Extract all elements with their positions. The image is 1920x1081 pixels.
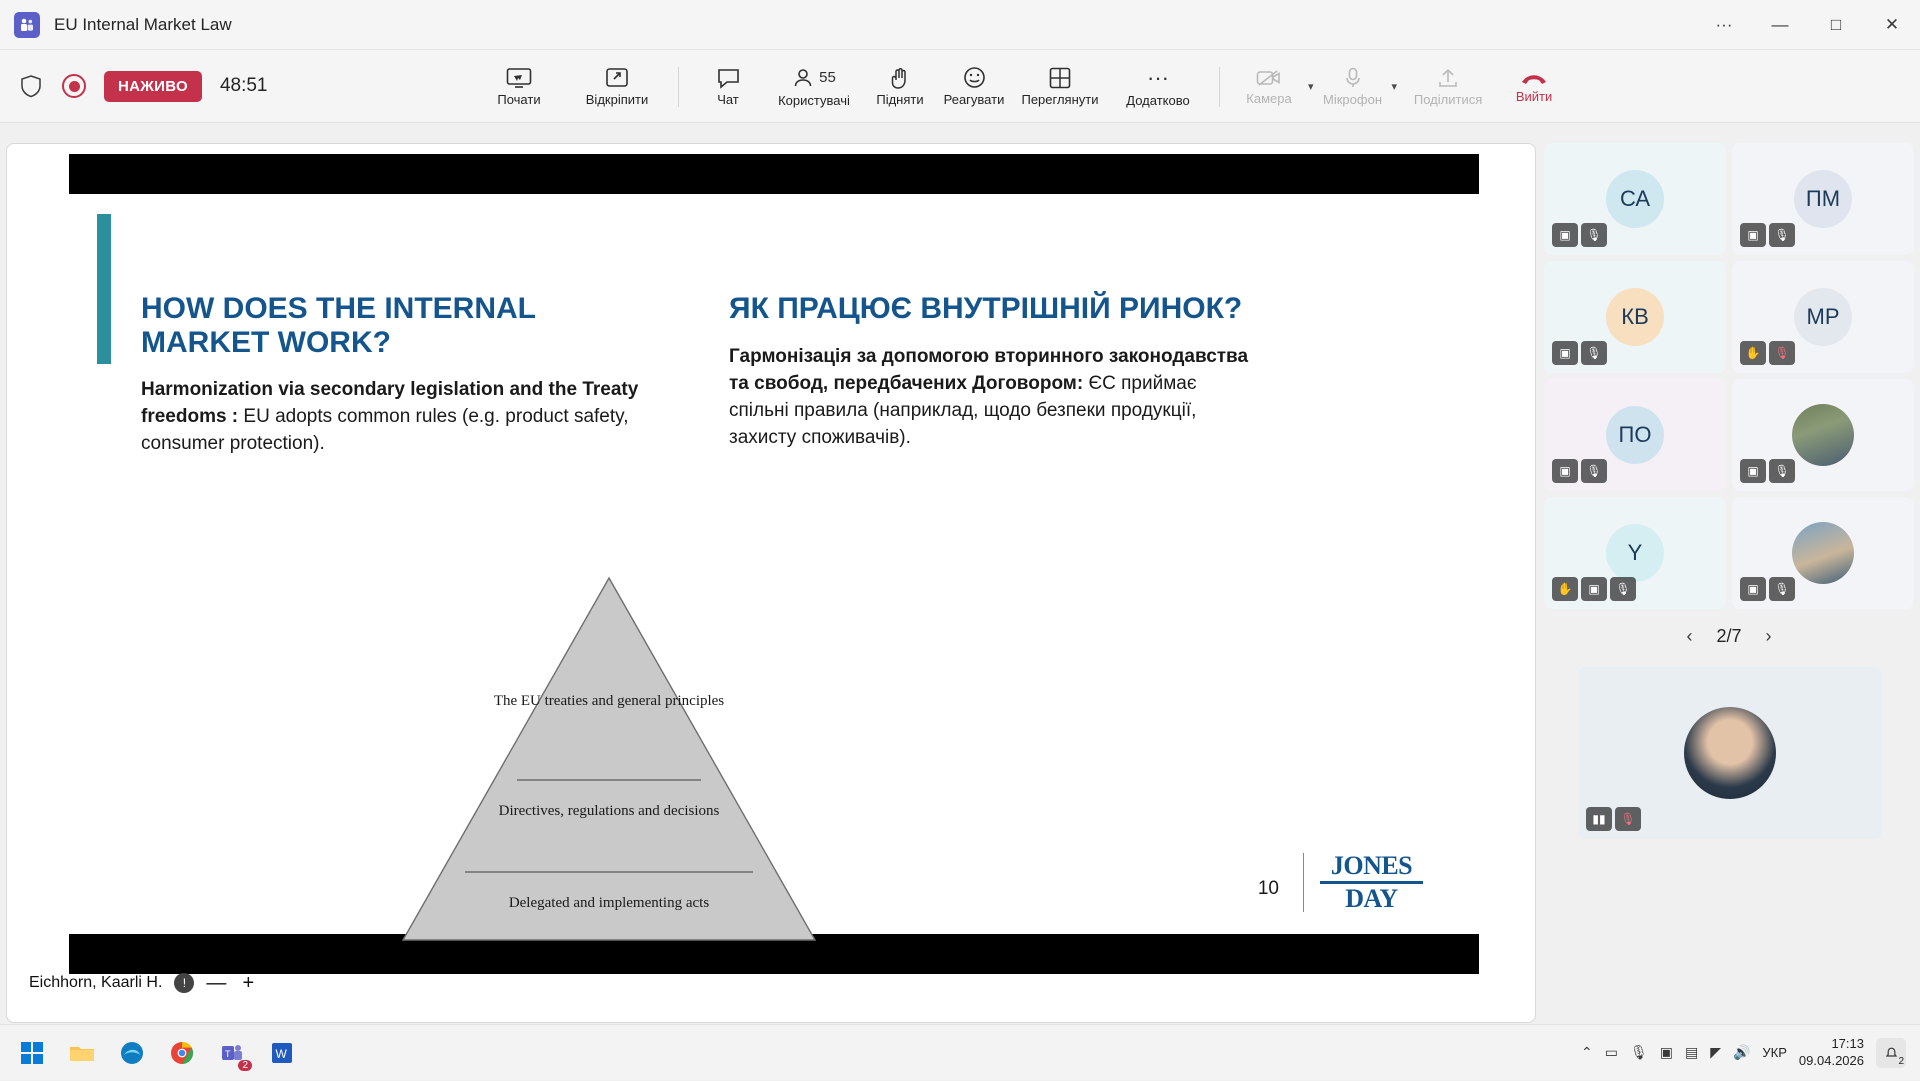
slide-accent-bar (97, 214, 111, 364)
participant-roster (1544, 143, 1914, 839)
chat-icon (716, 67, 741, 89)
svg-text:W: W (275, 1046, 287, 1061)
reactions-icon (963, 66, 986, 89)
self-video-tile[interactable] (1578, 667, 1882, 839)
avatar: МР (1794, 288, 1852, 346)
microsoft-teams-icon[interactable] (210, 1031, 254, 1075)
microsoft-word-icon[interactable] (260, 1031, 304, 1075)
monitor-icon[interactable]: ▭ (1604, 1044, 1618, 1060)
participant-tile[interactable] (1732, 261, 1914, 373)
tile-badges (1740, 459, 1795, 483)
mic-off-icon: 🎙 (1769, 223, 1795, 247)
mic-off-icon: 🎙 (1769, 577, 1795, 601)
close-button[interactable]: ✕ (1884, 15, 1900, 34)
more-button[interactable] (1109, 54, 1207, 120)
slide-content (69, 194, 1479, 934)
hand-icon: ✋ (1552, 577, 1578, 601)
avatar: ПО (1606, 406, 1664, 464)
avatar (1792, 404, 1854, 466)
live-badge: НАЖИВО (104, 71, 202, 102)
video-off-icon: ▣ (1740, 459, 1766, 483)
record-icon[interactable] (62, 74, 86, 98)
slide-body-english: EU adopts common rules (e.g. product safety, consumer protection). (141, 406, 629, 455)
zoom-in-button[interactable]: + (242, 971, 255, 994)
wifi-icon[interactable]: ◤ (1710, 1044, 1721, 1060)
notification-count: 2 (1898, 1055, 1904, 1067)
presenter-info-bar (29, 966, 258, 1000)
video-off-icon: ▣ (1740, 223, 1766, 247)
video-off-icon: ▣ (1552, 341, 1578, 365)
avatar (1684, 707, 1776, 799)
mic-off-icon: 🎙 (1581, 223, 1607, 247)
share-icon (1437, 67, 1459, 89)
window-more-button[interactable]: ··· (1715, 15, 1733, 34)
presentation-slide[interactable] (69, 154, 1479, 974)
raise-hand-button[interactable] (863, 54, 937, 120)
participant-count: 55 (819, 68, 836, 86)
slide-paragraph-english (141, 377, 661, 458)
system-tray (1581, 1025, 1920, 1081)
pyramid-label-bottom: Delegated and implementing acts (508, 895, 710, 911)
notification-center-button[interactable] (1876, 1038, 1906, 1068)
pyramid-label-middle: Directives, regulations and decisions (498, 803, 720, 819)
meeting-toolbar (0, 50, 1920, 123)
present-screen-button[interactable] (470, 54, 568, 120)
view-label: Переглянути (1021, 91, 1099, 107)
camera-label: Камера (1246, 90, 1292, 106)
teams-icon (14, 12, 40, 38)
reactions-button[interactable] (937, 54, 1011, 120)
tile-badges (1552, 459, 1607, 483)
exclamation-icon: ! (174, 973, 194, 993)
video-off-icon: ▣ (1581, 577, 1607, 601)
mic-icon (1344, 67, 1362, 89)
participant-tile[interactable] (1732, 379, 1914, 491)
tile-badges (1552, 577, 1636, 601)
reactions-label: Реагувати (943, 92, 1005, 107)
present-screen-label: Почати (497, 91, 541, 107)
slide-bold-lead-ukrainian: Гармонізація за допомогою вторинного законодавства та свобод, передбачених Договором: (729, 345, 1249, 394)
avatar (1792, 522, 1854, 584)
pyramid-label-top: The EU treaties and general principles (493, 693, 725, 709)
logo-line-1: JONES (1330, 851, 1413, 880)
view-button[interactable] (1011, 54, 1109, 120)
minimize-button[interactable]: — (1771, 15, 1789, 34)
video-off-icon: ▣ (1740, 577, 1766, 601)
participant-tile[interactable] (1732, 497, 1914, 609)
avatar: Y (1606, 524, 1664, 582)
leave-label: Вийти (1515, 88, 1553, 104)
meeting-timer: 48:51 (219, 75, 268, 96)
participant-tile[interactable] (1544, 497, 1726, 609)
participant-tile[interactable] (1544, 143, 1726, 255)
camera-icon[interactable]: ▣ (1659, 1044, 1673, 1060)
raise-hand-icon (890, 67, 910, 89)
slide-heading-ukrainian: ЯК ПРАЦЮЄ ВНУТРІШНІЙ РИНОК? (729, 292, 1243, 325)
camera-button[interactable] (1232, 54, 1306, 120)
avatar: КВ (1606, 288, 1664, 346)
chat-button[interactable] (691, 54, 765, 120)
slide-heading-english: HOW DOES THE INTERNAL MARKET WORK? (141, 292, 536, 359)
mic-button[interactable] (1316, 54, 1390, 120)
window-controls (1696, 0, 1920, 50)
windows-taskbar (0, 1024, 1920, 1080)
roster-pager (1544, 609, 1914, 663)
chevron-up-icon[interactable]: ⌃ (1580, 1044, 1593, 1060)
pyramid-shape (399, 574, 819, 944)
camera-off-icon (1256, 68, 1282, 88)
prev-page-button[interactable]: ‹ (1686, 625, 1693, 646)
edge-icon[interactable] (110, 1031, 154, 1075)
toolbar-center-group (470, 50, 1571, 123)
tile-badges (1740, 341, 1795, 365)
tile-badges (1740, 577, 1795, 601)
windows-start-icon[interactable] (10, 1031, 54, 1075)
clock-time: 17:13 (1831, 1036, 1864, 1052)
slide-column-ukrainian (729, 292, 1249, 451)
present-screen-icon (506, 67, 532, 89)
volume-icon[interactable]: 🔊 (1732, 1044, 1751, 1060)
roster-page-indicator: 2/7 (1716, 625, 1742, 646)
file-explorer-icon[interactable] (60, 1031, 104, 1075)
mic-icon[interactable]: 🎙 (1629, 1044, 1648, 1060)
shield-icon[interactable] (18, 73, 44, 99)
hang-up-icon (1520, 70, 1548, 86)
next-page-button[interactable]: › (1765, 625, 1772, 646)
maximize-button[interactable]: □ (1830, 15, 1842, 34)
mic-muted-icon: 🎙 (1615, 807, 1641, 831)
tile-badges (1552, 223, 1607, 247)
tile-badges (1586, 807, 1641, 831)
taskbar-apps (0, 1031, 304, 1075)
slide-page-number: 10 (1257, 878, 1279, 899)
video-off-icon: ▣ (1552, 459, 1578, 483)
video-off-icon: ▣ (1552, 223, 1578, 247)
zoom-out-button[interactable]: — (206, 971, 227, 994)
toolbar-divider-2 (1219, 67, 1220, 107)
hand-icon: ✋ (1740, 341, 1766, 365)
slide-bold-lead-english: Harmonization via secondary legislation and the Treaty freedoms : (141, 379, 639, 428)
view-grid-icon (1049, 67, 1071, 89)
clock-date: 09.04.2026 (1798, 1052, 1864, 1068)
tile-badges (1552, 341, 1607, 365)
mic-chevron-down-icon[interactable]: ▾ (1391, 81, 1398, 93)
window-titlebar (0, 0, 1920, 50)
shared-content-stage[interactable] (6, 143, 1536, 1023)
signal-icon: ▮▮ (1586, 807, 1612, 831)
mic-off-icon: 🎙 (1581, 459, 1607, 483)
mic-muted-icon: 🎙 (1769, 341, 1795, 365)
slide-body-ukrainian: ЄС приймає спільні правила (наприклад, щодо безпеки продукції, захисту споживачів). (729, 372, 1197, 448)
mic-label: Мікрофон (1323, 91, 1383, 107)
language-indicator[interactable]: УКР (1762, 1045, 1787, 1060)
chat-label: Чат (717, 91, 739, 107)
mic-off-icon: 🎙 (1769, 459, 1795, 483)
jones-day-logo (1303, 853, 1423, 912)
people-icon (792, 66, 836, 90)
chrome-icon[interactable] (160, 1031, 204, 1075)
slide-paragraph-ukrainian (729, 344, 1249, 452)
logo-line-2: DAY (1345, 884, 1398, 913)
slide-top-band (69, 154, 1479, 194)
participant-tile[interactable] (1544, 379, 1726, 491)
clock[interactable] (1799, 1036, 1864, 1069)
leave-button[interactable] (1497, 54, 1571, 120)
battery-icon[interactable]: ▤ (1684, 1044, 1699, 1060)
participant-tile-grid (1544, 143, 1914, 609)
svg-text:T: T (225, 1048, 231, 1059)
slide-column-english (141, 292, 661, 458)
taskbar-badge-count: 2 (238, 1060, 252, 1071)
more-dots-icon: ··· (1147, 64, 1169, 90)
share-label: Поділитися (1413, 91, 1483, 107)
toolbar-left-group (0, 71, 267, 102)
pop-out-label: Відкріпити (585, 91, 649, 107)
pop-out-button[interactable] (568, 54, 666, 120)
participant-tile[interactable] (1544, 261, 1726, 373)
camera-chevron-down-icon[interactable]: ▾ (1308, 81, 1314, 93)
raise-hand-label: Підняти (876, 91, 924, 107)
toolbar-divider-1 (678, 67, 679, 107)
participant-tile[interactable] (1732, 143, 1914, 255)
tile-badges (1740, 223, 1795, 247)
avatar: СА (1606, 170, 1664, 228)
mic-off-icon: 🎙 (1610, 577, 1636, 601)
share-button[interactable] (1399, 54, 1497, 120)
window-title: EU Internal Market Law (54, 14, 232, 34)
people-label: Користувачі (778, 92, 850, 108)
mic-off-icon: 🎙 (1581, 341, 1607, 365)
pyramid-diagram (399, 574, 819, 944)
avatar: ПМ (1794, 170, 1852, 228)
more-label: Додатково (1126, 92, 1190, 108)
presenter-name: Eichhorn, Kaarli H. (29, 974, 163, 991)
people-button[interactable] (765, 54, 863, 120)
pop-out-icon (605, 67, 629, 89)
